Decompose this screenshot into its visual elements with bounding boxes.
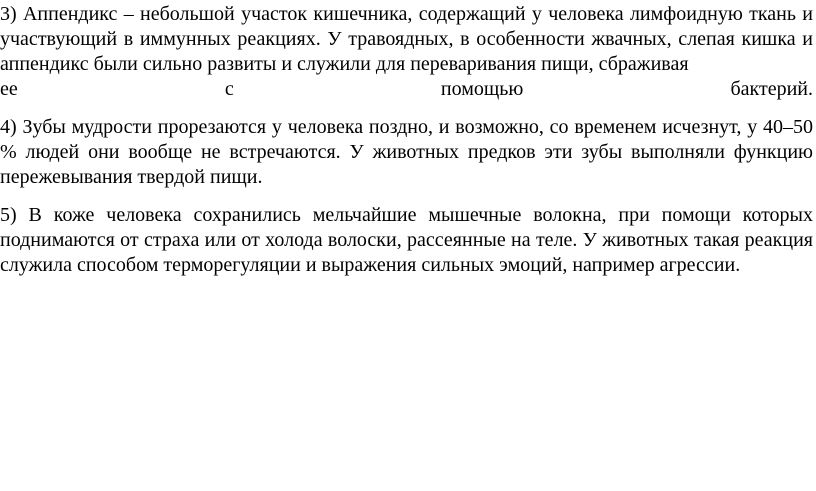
paragraph-wisdom-teeth — [0, 115, 813, 190]
paragraph-skin-muscles — [0, 203, 813, 278]
document-body — [0, 2, 813, 278]
paragraph-appendix-last-line — [0, 77, 813, 102]
paragraph-appendix-last-line-text: ее с помощью бактерий. — [0, 78, 813, 100]
paragraph-wisdom-teeth-text: 4) Зубы мудрости прорезаются у человека поздно, и возможно, со временем исчезнут, у 40–50 % людей они вообще не встречаются. У животных предков эти зубы выполняли функцию пережевывания твердой пищи. — [0, 116, 813, 188]
paragraph-appendix — [0, 2, 813, 77]
paragraph-appendix-text: 3) Аппендикс – небольшой участок кишечника, содержащий у человека лимфоидную ткань и участвующий в иммунных реакциях. У травоядных, в особенности жвачных, слепая кишка и аппендикс были сильно развиты и служили для переваривания пищи, сбраживая — [0, 3, 813, 75]
paragraph-skin-muscles-text: 5) В коже человека сохранились мельчайшие мышечные волокна, при помощи которых поднимаются от страха или от холода волоски, рассеянные на теле. У животных такая реакция служила способом терморегуляции и выражения сильных эмоций, например агрессии. — [0, 204, 813, 276]
